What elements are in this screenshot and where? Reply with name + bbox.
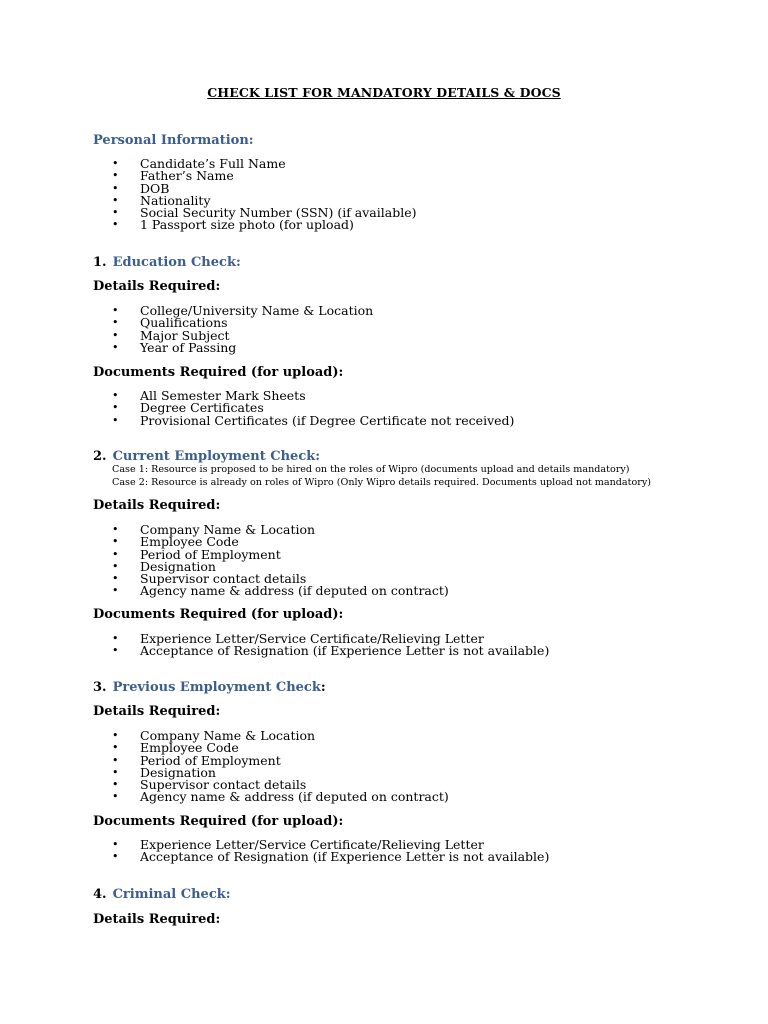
- list-item: • Agency name & address (if deputed on contract): [112, 791, 449, 803]
- current-docs-list: [112, 633, 549, 658]
- list-item: • 1 Passport size photo (for upload): [112, 219, 416, 231]
- education-details-label: Details Required:: [93, 279, 221, 294]
- list-item: • DOB: [112, 183, 416, 195]
- education-heading: [93, 255, 241, 270]
- criminal-check-heading: [93, 887, 231, 902]
- page-title: CHECK LIST FOR MANDATORY DETAILS & DOCS: [207, 85, 561, 100]
- list-item: • Degree Certificates: [112, 402, 514, 414]
- section-number: 1.: [93, 255, 107, 270]
- list-item: • College/University Name & Location: [112, 305, 373, 317]
- list-item: • Designation: [112, 767, 449, 779]
- education-docs-list: [112, 390, 514, 427]
- list-item: • Major Subject: [112, 330, 373, 342]
- previous-docs-list: [112, 839, 549, 864]
- current-docs-label: Documents Required (for upload):: [93, 607, 344, 622]
- section-number: 3.: [93, 680, 107, 695]
- section-title: Education Check:: [112, 255, 241, 270]
- list-item: • Experience Letter/Service Certificate/Relieving Letter: [112, 633, 549, 645]
- section-title: Current Employment Check:: [112, 449, 321, 464]
- list-item: • All Semester Mark Sheets: [112, 390, 514, 402]
- list-item: • Employee Code: [112, 742, 449, 754]
- list-item: • Supervisor contact details: [112, 573, 449, 585]
- list-item: • Nationality: [112, 195, 416, 207]
- section-number: 2.: [93, 449, 107, 464]
- education-docs-label: Documents Required (for upload):: [93, 365, 344, 380]
- heading-colon: :: [320, 680, 326, 695]
- previous-details-list: [112, 730, 449, 804]
- personal-info-heading: Personal Information:: [93, 133, 254, 148]
- current-details-list: [112, 524, 449, 598]
- list-item: • Acceptance of Resignation (if Experience Letter is not available): [112, 851, 549, 863]
- list-item: • Father’s Name: [112, 170, 416, 182]
- list-item: • Experience Letter/Service Certificate/Relieving Letter: [112, 839, 549, 851]
- list-item: • Agency name & address (if deputed on contract): [112, 585, 449, 597]
- current-employment-heading: [93, 449, 320, 464]
- section-number: 4.: [93, 887, 107, 902]
- current-details-label: Details Required:: [93, 498, 221, 513]
- previous-docs-label: Documents Required (for upload):: [93, 814, 344, 829]
- list-item: • Company Name & Location: [112, 524, 449, 536]
- criminal-details-label: Details Required:: [93, 912, 221, 927]
- list-item: • Provisional Certificates (if Degree Certificate not received): [112, 415, 514, 427]
- section-title: Criminal Check:: [112, 887, 231, 902]
- list-item: • Designation: [112, 561, 449, 573]
- list-item: • Employee Code: [112, 536, 449, 548]
- list-item: • Qualifications: [112, 317, 373, 329]
- list-item: • Company Name & Location: [112, 730, 449, 742]
- list-item: • Period of Employment: [112, 755, 449, 767]
- list-item: • Supervisor contact details: [112, 779, 449, 791]
- previous-details-label: Details Required:: [93, 704, 221, 719]
- section-title: Previous Employment Check: [112, 680, 321, 695]
- list-item: • Candidate’s Full Name: [112, 158, 416, 170]
- education-details-list: [112, 305, 373, 354]
- list-item: • Acceptance of Resignation (if Experience Letter is not available): [112, 645, 549, 657]
- list-item: • Social Security Number (SSN) (if available): [112, 207, 416, 219]
- case-note: Case 1: Resource is proposed to be hired on the roles of Wipro (documents upload and details mandatory): [112, 464, 630, 475]
- personal-info-list: [112, 158, 416, 232]
- previous-employment-heading: [93, 680, 326, 695]
- case-note: Case 2: Resource is already on roles of Wipro (Only Wipro details required. Documents upload not mandatory): [112, 477, 652, 488]
- list-item: • Period of Employment: [112, 549, 449, 561]
- list-item: • Year of Passing: [112, 342, 373, 354]
